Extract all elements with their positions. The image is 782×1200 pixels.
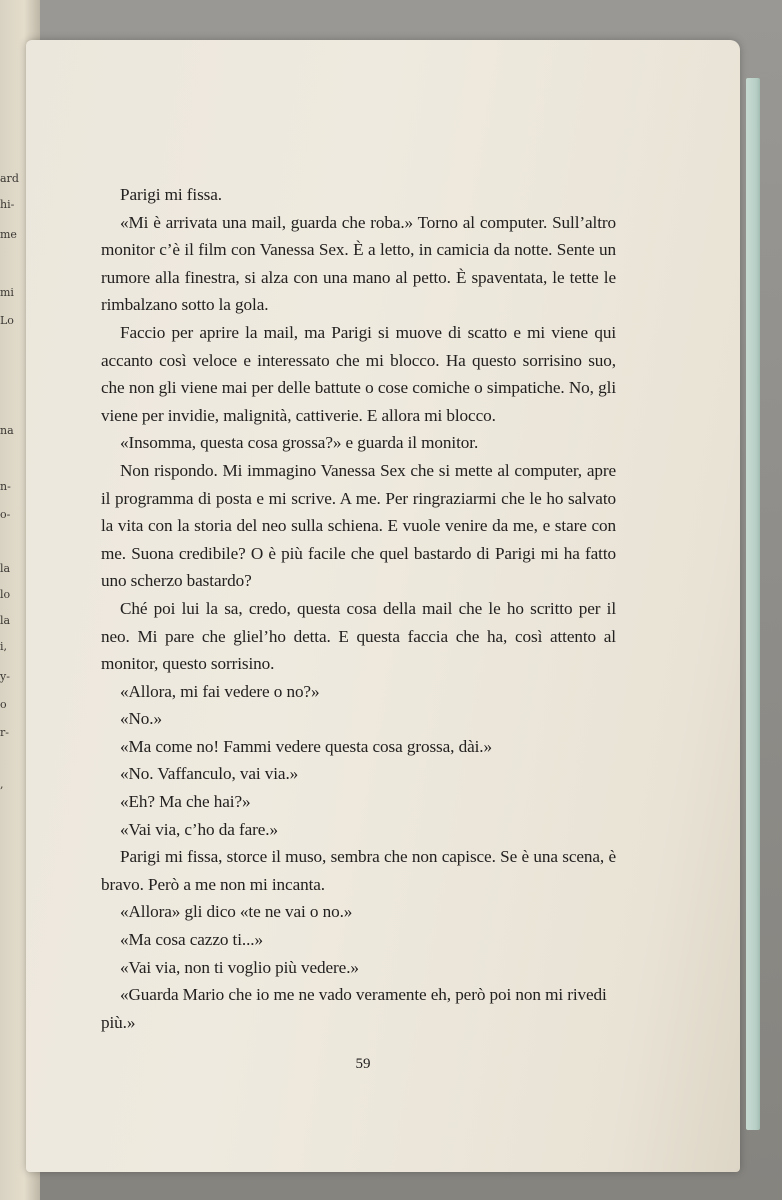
paragraph: Faccio per aprire la mail, ma Parigi si muove di scatto e mi viene qui accanto così veloce e interessato che mi blocco. Ha questo sorrisino suo, che non gli viene mai per delle battute o cose comiche o simpatiche. No, gli viene per invidie, malignità, cattiverie. E allora mi blocco. [101, 322, 616, 425]
paragraph: Parigi mi fissa, storce il muso, sembra che non capisce. Se è una scena, è bravo. Però a me non mi incanta. [101, 847, 616, 894]
paragraph: «Vai via, non ti voglio più vedere.» [120, 957, 359, 977]
paragraph: «Ma come no! Fammi vedere questa cosa grossa, dài.» [120, 736, 492, 756]
page-body-text [101, 181, 616, 1036]
paragraph: Ché poi lui la sa, credo, questa cosa della mail che le ho scritto per il neo. Mi pare che gliel’ho detta. E questa faccia che ha, così attento al monitor, questo sorrisino. [101, 598, 616, 674]
book-cover-edge [746, 78, 760, 1130]
paragraph: «Mi è arrivata una mail, guarda che roba.» Torno al computer. Sull’altro monitor c’è il film con Vanessa Sex. È a letto, in camicia da notte. Sente un rumore alla finestra, si alza con una mano al petto. È spaventata, le tette le rimbalzano sotto la gola. [101, 212, 616, 315]
left-page-fragment: y- [0, 670, 10, 683]
left-page-fragment: i, [0, 640, 8, 653]
left-page-fragment: n- [0, 480, 11, 493]
paragraph: «Guarda Mario che io me ne vado veramente eh, però poi non mi rivedi più.» [101, 985, 607, 1032]
paragraph: Parigi mi fissa. [120, 185, 222, 204]
paragraph: «Allora» gli dico «te ne vai o no.» [120, 902, 353, 922]
left-page-fragment: Lo [0, 314, 14, 327]
left-page-fragment: la [0, 614, 11, 627]
paragraph: «Allora, mi fai vedere o no?» [120, 681, 320, 701]
left-page-fragment: hi- [0, 198, 15, 211]
left-page-fragment: na [0, 424, 14, 437]
left-page-fragment: la [0, 562, 11, 575]
page-number: 59 [355, 1056, 371, 1072]
left-page-fragment: mi [0, 286, 14, 299]
left-page-fragment: me [0, 228, 17, 241]
left-page-fragment: r- [0, 726, 9, 739]
paragraph: «Ma cosa cazzo ti...» [120, 930, 263, 950]
paragraph: «No. Vaffanculo, vai via.» [120, 764, 299, 784]
paragraph: «Insomma, questa cosa grossa?» e guarda il monitor. [120, 433, 479, 453]
left-page-fragment: o [0, 698, 7, 711]
paragraph: «Eh? Ma che hai?» [120, 792, 251, 812]
left-page-fragment: lo [0, 588, 11, 601]
paragraph: «No.» [120, 709, 162, 729]
left-page-fragment: ard [0, 172, 19, 185]
paragraph: «Vai via, c’ho da fare.» [120, 819, 278, 839]
paragraph: Non rispondo. Mi immagino Vanessa Sex che si mette al computer, apre il programma di posta e mi scrive. A me. Per ringraziarmi che le ho salvato la vita con la storia del neo sulla schiena. E vuole venire da me, e stare con me. Suona credibile? O è più facile che quel bastardo di Parigi mi ha fatto uno scherzo bastardo? [101, 460, 616, 591]
left-page-fragment: , [0, 778, 4, 791]
left-page-fragment: o- [0, 508, 11, 521]
